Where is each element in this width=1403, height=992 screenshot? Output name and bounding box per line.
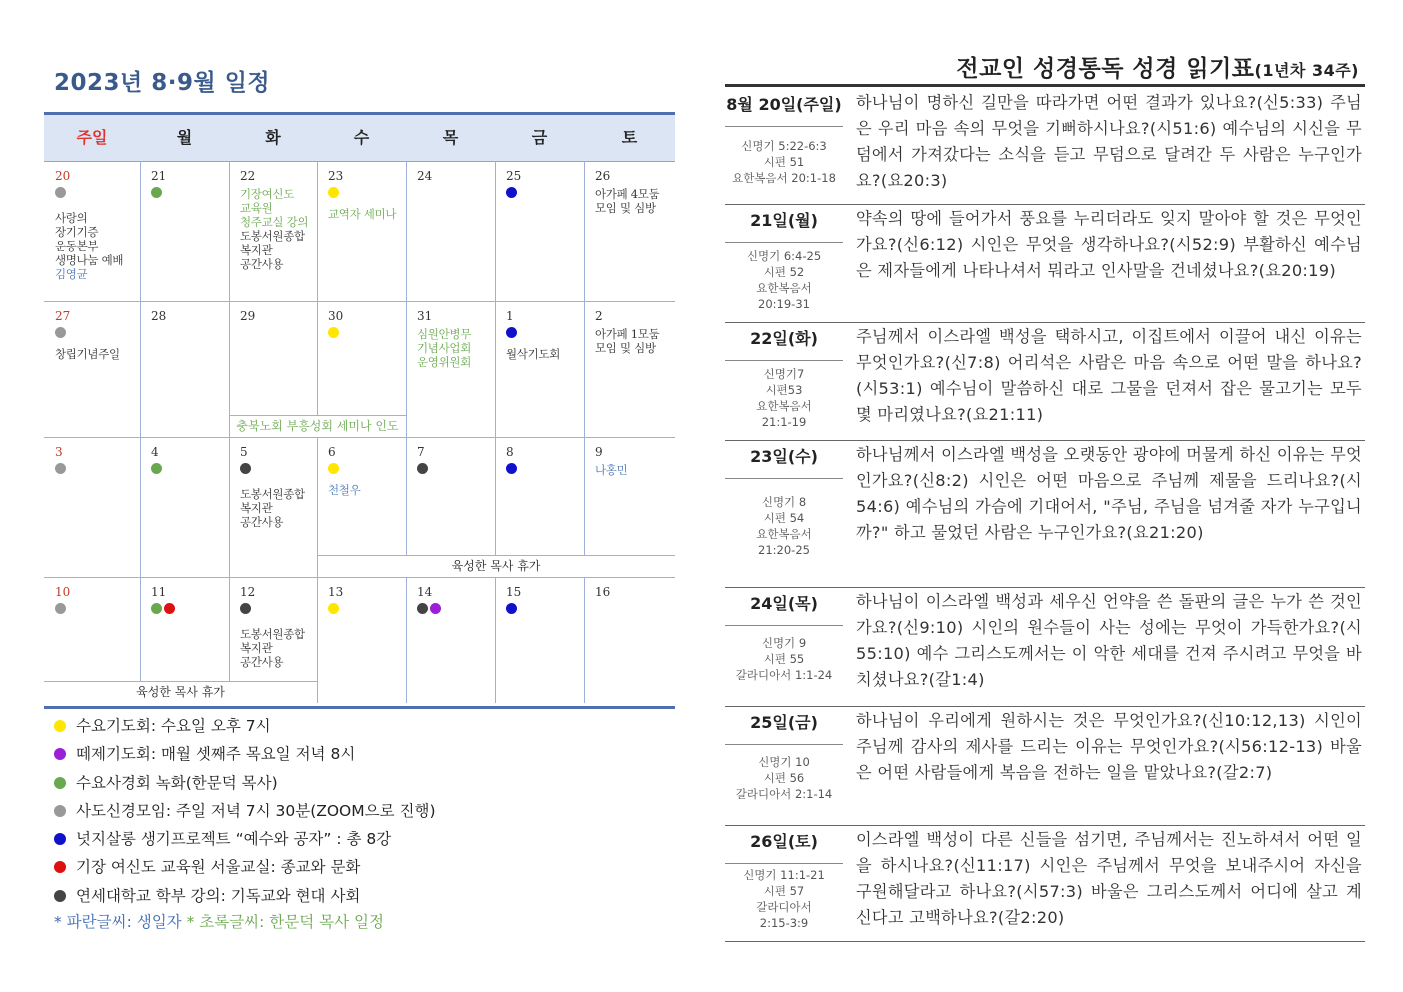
event-text: 김영균 [55, 267, 88, 281]
day-references [725, 366, 843, 430]
event-dots [506, 603, 581, 617]
day-question: 주님께서 이스라엘 백성을 택하시고, 이집트에서 이끌어 내신 이유는 무엇인가요?(신7:8) 어리석은 사람은 마음 속으로 어떤 말을 하나요?(시53:1) 예수님이 말씀하신 대로 그물을 던져서 잡은 물고기는 모두 몇 마리였나요?(요21:11) [856, 327, 1362, 424]
day-references [725, 248, 843, 312]
event-dots [328, 463, 403, 477]
reading-day [725, 204, 1365, 323]
legend-item [54, 740, 436, 768]
event-dots [328, 603, 403, 617]
event-dots [151, 187, 226, 201]
blue-dot-icon [506, 463, 517, 474]
day-question: 이스라엘 백성이 다른 신들을 섬기면, 주님께서는 진노하셔서 어떤 일을 하시나요?(신11:17) 시인은 주님께서 무엇을 보내주시어 자신을 구원해달라고 하나요?(시57:3) 바울은 그리스도께서 어디에 살고 계신다고 고백하나요?(갈2:20) [856, 830, 1362, 927]
reference-line: 2:15-3:9 [759, 916, 809, 930]
weekday-2: 화 [265, 128, 281, 147]
event-text: 운영위원회 [417, 355, 472, 369]
weekday-6: 토 [621, 128, 638, 147]
reference-line: 시편 54 [763, 511, 805, 525]
legend-text: 수요사경회 녹화(한문덕 목사) [76, 773, 278, 792]
day-cell [55, 585, 137, 623]
weekday-3: 수 [353, 128, 370, 147]
event-text: 도봉서원종합 [240, 627, 305, 641]
calendar-legend [54, 712, 436, 932]
day-cell [506, 585, 581, 623]
span-event: 육성한 목사 휴가 [136, 685, 225, 699]
event-text: 교역자 세미나 [328, 207, 397, 221]
reference-line: 요한복음서 [756, 527, 812, 541]
day-cell [595, 585, 672, 623]
day-number: 10 [55, 585, 71, 599]
event-text: 장기기증 [55, 225, 99, 239]
day-number: 4 [151, 445, 159, 459]
reading-day [725, 825, 1365, 942]
day-number: 8 [506, 445, 514, 459]
day-cell [595, 169, 672, 215]
day-number: 2 [595, 309, 603, 323]
calendar-grid [44, 112, 675, 709]
day-number: 16 [595, 585, 611, 599]
grid-hline [44, 301, 675, 302]
legend-note [54, 910, 436, 932]
green-dot-icon [151, 603, 162, 614]
calendar-header [44, 115, 675, 162]
reference-line: 요한복음서 [756, 281, 812, 295]
day-date: 26일(토) [750, 832, 818, 851]
event-dots [55, 463, 137, 477]
day-cell [240, 445, 314, 529]
reading-plan-subtitle: (1년차 34주) [1254, 61, 1359, 80]
grid-vline [140, 161, 141, 301]
event-dots [151, 603, 226, 617]
day-number: 30 [328, 309, 344, 323]
event-text: 공간사용 [240, 257, 284, 271]
day-number: 23 [328, 169, 344, 183]
reference-line: 시편53 [765, 383, 803, 397]
date-underline [725, 625, 843, 626]
reference-line: 신명기 8 [761, 495, 807, 509]
event-dots [506, 463, 581, 477]
weekday-5: 금 [531, 128, 548, 147]
legend-item [54, 797, 436, 825]
yellow-dot-icon [328, 187, 339, 198]
event-dots [417, 187, 492, 201]
day-cell [417, 445, 492, 483]
day-number: 28 [151, 309, 167, 323]
dark-dot-icon [54, 890, 66, 902]
reference-line: 신명기 9 [761, 636, 807, 650]
reference-line: 신명기 5:22-6:3 [741, 139, 827, 153]
calendar-title: 2023년 8·9월 일정 [54, 70, 271, 96]
reading-day [725, 322, 1365, 441]
event-dots [151, 327, 226, 341]
day-cell [55, 309, 137, 361]
day-cell [506, 309, 581, 361]
grid-vline [140, 577, 141, 681]
event-text: 모임 및 심방 [595, 341, 656, 355]
reading-day [725, 587, 1365, 707]
day-number: 5 [240, 445, 248, 459]
day-references [725, 138, 843, 186]
reading-plan-title [956, 50, 1359, 83]
day-cell [240, 169, 314, 271]
span-event: 육성한 목사 휴가 [451, 559, 541, 573]
reading-day [725, 440, 1365, 588]
day-number: 27 [55, 309, 71, 323]
legend-item [54, 882, 436, 910]
event-text: 월삭기도회 [506, 347, 561, 361]
event-text: 복지관 [240, 641, 273, 655]
day-cell [328, 585, 403, 623]
title-rule [725, 84, 1365, 87]
blue-dot-icon [506, 327, 517, 338]
day-cell [506, 169, 581, 207]
blue-dot-icon [506, 187, 517, 198]
grid-vline [584, 437, 585, 555]
date-underline [725, 863, 843, 864]
grid-vline [317, 161, 318, 301]
grid-vline [140, 301, 141, 437]
date-underline [725, 360, 843, 361]
day-number: 15 [506, 585, 522, 599]
legend-text: 사도신경모임: 주일 저녁 7시 30분(ZOOM으로 진행) [76, 801, 436, 820]
legend-items [54, 712, 436, 910]
day-cell [506, 445, 581, 483]
grid-vline [406, 437, 407, 555]
event-text: 공간사용 [240, 515, 284, 529]
reference-line: 신명기 11:1-21 [743, 868, 825, 882]
day-question: 하나님께서 이스라엘 백성을 오랫동안 광야에 머물게 하신 이유는 무엇인가요?(신8:2) 시인은 어떤 마음으로 주님께 제물을 드리나요?(시54:6) 예수님의 가슴에 기대어서, "주님, 주님을 넘겨줄 자가 누구입니까?" 하고 물었던 사람은 누구인가요?(요21:20) [856, 445, 1362, 542]
day-number: 25 [506, 169, 522, 183]
green-dot-icon [151, 187, 162, 198]
reference-line: 시편 55 [763, 652, 805, 666]
event-text: 복지관 [240, 501, 273, 515]
event-text: 교육원 [240, 201, 273, 215]
day-number: 6 [328, 445, 336, 459]
note-blue-text: * 파란글씨: 생일자 [54, 913, 182, 932]
grid-vline [495, 301, 496, 437]
weekday-1: 월 [176, 128, 193, 147]
day-cell [328, 309, 403, 347]
yellow-dot-icon [328, 603, 339, 614]
dark-dot-icon [417, 463, 428, 474]
event-dots [506, 187, 581, 201]
day-cell [151, 445, 226, 483]
event-dots [240, 603, 314, 617]
event-dots [506, 327, 581, 341]
day-references [725, 635, 843, 683]
day-date: 23일(수) [750, 447, 818, 466]
day-question: 약속의 땅에 들어가서 풍요를 누리더라도 잊지 말아야 할 것은 무엇인가요?(신6:12) 시인은 무엇을 생각하나요?(시52:9) 부활하신 예수님은 제자들에게 나타나셔서 뭐라고 인사말을 건네셨나요?(요20:19) [856, 209, 1362, 280]
legend-text: 수요기도회: 수요일 오후 7시 [76, 717, 271, 735]
day-references [725, 867, 843, 931]
day-number: 24 [417, 169, 433, 183]
green-dot-icon [151, 463, 162, 474]
yellow-dot-icon [328, 463, 339, 474]
day-number: 21 [151, 169, 167, 183]
event-dots [55, 603, 137, 617]
day-references [725, 494, 843, 558]
day-number: 1 [506, 309, 514, 323]
reading-plan-title-text: 전교인 성경통독 성경 읽기표 [956, 56, 1255, 82]
grid-vline [584, 301, 585, 437]
day-cell [240, 585, 314, 669]
date-underline [725, 744, 843, 745]
dark-dot-icon [240, 463, 251, 474]
reference-line: 시편 56 [763, 771, 805, 785]
event-dots [240, 327, 314, 341]
legend-text: 연세대학교 학부 강의: 기독교와 현대 사회 [76, 886, 361, 905]
grid-vline [229, 437, 230, 577]
event-dots [417, 603, 492, 617]
gray-dot-icon [55, 187, 66, 198]
grid-vline [229, 577, 230, 681]
reading-day [725, 88, 1365, 205]
day-date: 25일(금) [750, 713, 818, 732]
grid-vline [317, 577, 318, 703]
day-cell [595, 309, 672, 355]
legend-text: 기장 여신도 교육원 서울교실: 종교와 문화 [76, 858, 361, 877]
event-text: 아가페 1모둠 [595, 327, 660, 341]
grid-vline [406, 301, 407, 437]
day-number: 9 [595, 445, 603, 459]
event-text: 청주교실 강의 [240, 215, 309, 229]
legend-item [54, 769, 436, 797]
day-cell [595, 445, 672, 477]
reference-line: 신명기 10 [758, 755, 810, 769]
day-number: 12 [240, 585, 256, 599]
day-cell [55, 169, 137, 281]
day-question: 하나님이 우리에게 원하시는 것은 무엇인가요?(신10:12,13) 시인이 주님께 감사의 제사를 드리는 이유는 무엇인가요?(시56:12-13) 바울은 어떤 사람들에게 복음을 전하는 일을 맡았나요?(갈2:7) [856, 711, 1362, 782]
reference-line: 시편 57 [763, 884, 805, 898]
day-number: 13 [328, 585, 344, 599]
event-text: 공간사용 [240, 655, 284, 669]
grid-hline [44, 437, 675, 438]
reference-line: 갈라디아서 2:1-14 [735, 787, 833, 801]
event-dots [417, 463, 492, 477]
grid-vline [495, 577, 496, 703]
grid-vline [229, 161, 230, 301]
day-number: 3 [55, 445, 63, 459]
day-cell [151, 169, 226, 207]
event-text: 천철우 [328, 483, 361, 497]
event-text: 사랑의 [55, 211, 88, 225]
reference-line: 신명기7 [763, 367, 805, 381]
event-text: 도봉서원종합 [240, 487, 305, 501]
day-number: 14 [417, 585, 433, 599]
day-cell [151, 585, 226, 623]
weekday-0: 주일 [76, 128, 108, 147]
day-cell [240, 309, 314, 347]
grid-vline [584, 161, 585, 301]
event-text: 생명나눔 예배 [55, 253, 124, 267]
reference-line: 시편 52 [763, 265, 805, 279]
red-dot-icon [164, 603, 175, 614]
day-number: 7 [417, 445, 425, 459]
weekday-4: 목 [442, 128, 459, 147]
date-underline [725, 478, 843, 479]
span-event: 충북노회 부흥성회 세미나 인도 [236, 419, 399, 433]
gray-dot-icon [55, 463, 66, 474]
event-text: 모임 및 심방 [595, 201, 656, 215]
day-number: 26 [595, 169, 611, 183]
day-references [725, 754, 843, 802]
dark-dot-icon [240, 603, 251, 614]
purple-dot-icon [430, 603, 441, 614]
blue-dot-icon [506, 603, 517, 614]
event-text: 기장여신도 [240, 187, 295, 201]
event-text: 기념사업회 [417, 341, 472, 355]
grid-vline [140, 437, 141, 577]
reference-line: 요한복음서 [756, 399, 812, 413]
event-text: 도봉서원종합 [240, 229, 305, 243]
legend-item [54, 712, 436, 740]
day-cell [417, 585, 492, 623]
event-dots [151, 463, 226, 477]
event-text: 복지관 [240, 243, 273, 257]
note-green-text: * 초록글씨: 한문덕 목사 일정 [186, 913, 384, 932]
reading-day [725, 706, 1365, 826]
day-date: 22일(화) [750, 329, 818, 348]
day-question: 하나님이 이스라엘 백성과 세우신 언약을 쓴 돌판의 글은 누가 쓴 것인가요?(신9:10) 시인의 원수들이 사는 성에는 무엇이 가득한가요?(시55:10) 예수 그리스도께서는 이 악한 세대를 건져 주시려고 무엇을 바치셨나요?(갈1:4) [856, 592, 1362, 689]
grid-vline [584, 577, 585, 703]
day-cell [151, 309, 226, 347]
gray-dot-icon [55, 327, 66, 338]
event-text: 창립기념주일 [55, 347, 120, 361]
green-dot-icon [54, 777, 66, 789]
event-dots [328, 327, 403, 341]
day-date: 21일(월) [750, 211, 818, 230]
day-number: 20 [55, 169, 71, 183]
day-date: 8월 20일(주일) [726, 95, 842, 114]
legend-text: 넛지살롱 생기프로젝트 “예수와 공자” : 총 8강 [76, 830, 392, 849]
blue-dot-icon [54, 833, 66, 845]
yellow-dot-icon [328, 327, 339, 338]
grid-vline [406, 161, 407, 301]
event-dots [240, 463, 314, 477]
dark-dot-icon [417, 603, 428, 614]
reference-line: 신명기 6:4-25 [746, 249, 822, 263]
date-underline [725, 126, 843, 127]
day-cell [328, 169, 403, 221]
day-question: 하나님이 명하신 길만을 따라가면 어떤 결과가 있나요?(신5:33) 주님은 우리 마음 속의 무엇을 기뻐하시나요?(시51:6) 예수님의 시신을 무덤에서 가져갔다는 소식을 듣고 무덤으로 달려간 두 사람은 누구인가요?(요20:3) [856, 93, 1362, 190]
grid-vline [495, 161, 496, 301]
yellow-dot-icon [54, 720, 66, 732]
event-text: 심원안병무 [417, 327, 472, 341]
legend-text: 떼제기도회: 매월 셋째주 목요일 저녁 8시 [76, 745, 356, 764]
day-cell [417, 169, 492, 207]
grid-vline [317, 301, 318, 415]
day-number: 31 [417, 309, 433, 323]
event-text: 운동본부 [55, 239, 99, 253]
gray-dot-icon [55, 603, 66, 614]
event-dots [595, 603, 672, 617]
reference-line: 갈라디아서 1:1-24 [735, 668, 833, 682]
event-dots [55, 187, 137, 201]
day-number: 22 [240, 169, 256, 183]
event-dots [55, 327, 137, 341]
date-underline [725, 242, 843, 243]
day-date: 24일(목) [750, 594, 818, 613]
day-cell [417, 309, 492, 369]
gray-dot-icon [54, 805, 66, 817]
reference-line: 21:1-19 [761, 415, 807, 429]
grid-vline [406, 577, 407, 703]
reference-line: 요한복음서 20:1-18 [732, 171, 836, 185]
reference-line: 21:20-25 [758, 543, 810, 557]
legend-item [54, 853, 436, 881]
legend-item [54, 825, 436, 853]
day-number: 11 [151, 585, 167, 599]
reference-line: 시편 51 [763, 155, 805, 169]
grid-vline [495, 437, 496, 555]
day-cell [55, 445, 137, 483]
day-cell [328, 445, 403, 497]
event-text: 아가페 4모둠 [595, 187, 660, 201]
grid-hline [44, 577, 675, 578]
event-dots [328, 187, 403, 201]
reference-line: 갈라디아서 [756, 900, 812, 914]
day-number: 29 [240, 309, 256, 323]
red-dot-icon [54, 861, 66, 873]
purple-dot-icon [54, 748, 66, 760]
reference-line: 20:19-31 [758, 297, 810, 311]
event-text: 나홍민 [595, 463, 628, 477]
